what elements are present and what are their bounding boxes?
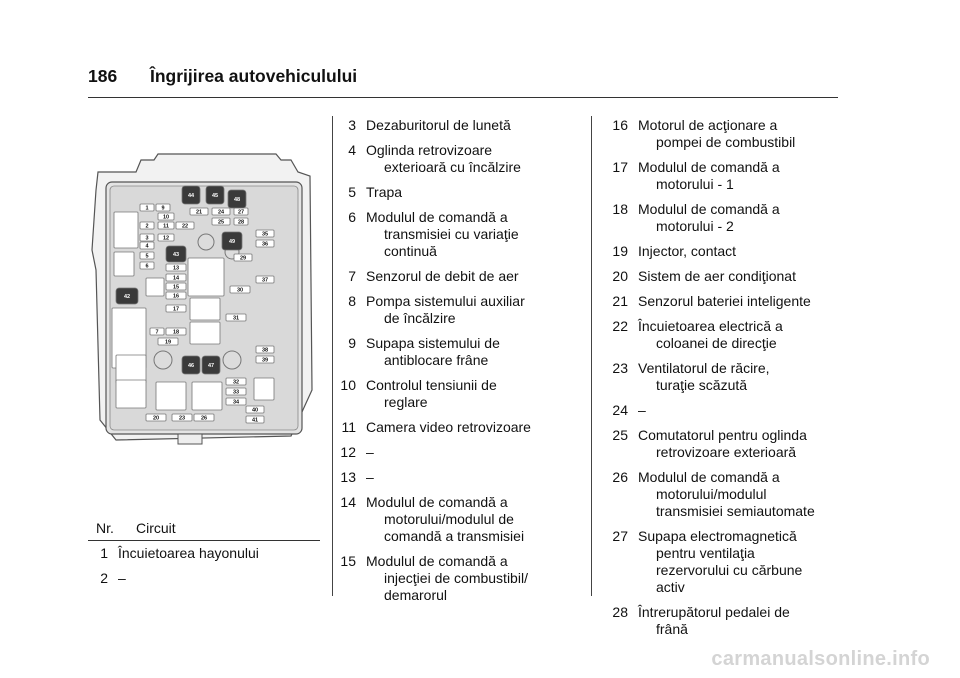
- circuit-description: [638, 159, 860, 193]
- circuit-number: 2: [100, 570, 108, 586]
- circuit-description-line: comandă a transmisiei: [384, 528, 525, 544]
- circuit-description: [638, 360, 860, 394]
- circuit-description: [366, 494, 588, 545]
- circuit-number: 25: [612, 427, 628, 443]
- fuse-label: 17: [172, 306, 180, 313]
- fuse-label: 22: [181, 223, 189, 230]
- fuse-label: 4: [145, 243, 149, 250]
- circuit-row: [598, 360, 860, 394]
- circuit-description-line: antiblocare frâne: [384, 352, 489, 368]
- relay-block: [114, 252, 134, 276]
- circuit-row: [78, 545, 328, 562]
- table-rule: [88, 540, 320, 541]
- circuit-description-line: pompei de combustibil: [656, 134, 796, 150]
- circuit-description: [638, 293, 860, 310]
- circuit-description: [366, 444, 588, 461]
- header-rule: [88, 97, 838, 98]
- relay-block: [114, 212, 138, 248]
- circuit-description: [118, 570, 328, 587]
- fuse-label: 26: [200, 415, 208, 422]
- circuit-description: [366, 377, 588, 411]
- fuse-label: 10: [162, 214, 170, 221]
- fuse-label: 31: [232, 315, 240, 322]
- column-header-nr: Nr.: [96, 520, 114, 536]
- circuit-description-line: exterioară cu încălzire: [384, 159, 521, 175]
- circuit-row: [598, 528, 860, 596]
- circuit-number: 17: [612, 159, 628, 175]
- column-header-circuit: Circuit: [136, 520, 176, 536]
- circuit-number: 19: [612, 243, 628, 259]
- fuse-label: 20: [152, 415, 160, 422]
- circuit-description-line: reglare: [384, 394, 428, 410]
- fuse-label: 25: [217, 219, 225, 226]
- fuse-label: 3: [145, 235, 149, 242]
- circuit-description-line: Întrerupătorul pedalei de: [638, 604, 790, 620]
- relay-block: [116, 355, 146, 383]
- circuit-column-2: [326, 117, 588, 612]
- circuit-description-line: Trapa: [366, 184, 403, 200]
- circuit-number: 20: [612, 268, 628, 284]
- circuit-number: 3: [348, 117, 356, 133]
- circuit-row: [598, 201, 860, 235]
- circuit-number: 26: [612, 469, 628, 485]
- page-title: Îngrijirea autovehiculului: [150, 66, 358, 86]
- circuit-description-line: injecţiei de combustibil/: [384, 570, 528, 586]
- circuit-row: [78, 570, 328, 587]
- circuit-number: 18: [612, 201, 628, 217]
- circuit-row: [326, 469, 588, 486]
- circuit-description: [638, 117, 860, 151]
- circuit-number: 11: [341, 419, 356, 435]
- fuse-label: 45: [211, 193, 219, 200]
- circuit-row: [598, 268, 860, 285]
- fuse-label: 49: [228, 239, 236, 246]
- circuit-number: 7: [348, 268, 356, 284]
- circuit-number: 12: [340, 444, 356, 460]
- fuse-label: 36: [261, 241, 269, 248]
- fuse-label: 21: [195, 209, 203, 216]
- fuse-label: 7: [155, 329, 159, 336]
- circuit-row: [598, 469, 860, 520]
- relay-block: [116, 380, 146, 408]
- fuse-label: 27: [237, 209, 245, 216]
- circuit-row: [326, 377, 588, 411]
- circuit-description: [638, 528, 860, 596]
- circuit-row: [326, 553, 588, 604]
- circuit-number: 13: [340, 469, 356, 485]
- circuit-description: [366, 553, 588, 604]
- circuit-description-line: Oglinda retrovizoare: [366, 142, 493, 158]
- circuit-description: [638, 268, 860, 285]
- circuit-description-line: frână: [656, 621, 688, 637]
- circuit-description-line: Comutatorul pentru oglinda: [638, 427, 807, 443]
- fuse-label: 34: [232, 399, 240, 406]
- circuit-description-line: demarorul: [384, 587, 448, 603]
- circuit-description-line: Modulul de comandă a: [366, 209, 508, 225]
- circuit-description-line: motorului/modulul de: [384, 511, 514, 527]
- page-header: [88, 66, 357, 87]
- circuit-row: [326, 268, 588, 285]
- circuit-number: 16: [612, 117, 628, 133]
- circuit-description-line: –: [118, 570, 126, 586]
- fuse-label: 40: [251, 407, 259, 414]
- page-number: 186: [88, 66, 118, 86]
- fuse-label: 13: [172, 265, 180, 272]
- fuse-label: 32: [232, 379, 240, 386]
- circuit-number: 5: [348, 184, 356, 200]
- fuse-label: 19: [164, 339, 172, 346]
- circuit-description-line: Încuietoarea electrică a: [638, 318, 783, 334]
- relay-block: [254, 378, 274, 400]
- circuit-description: [366, 469, 588, 486]
- circuit-number: 27: [612, 528, 628, 544]
- circuit-description-line: Senzorul bateriei inteligente: [638, 293, 811, 309]
- fuse-label: 43: [172, 252, 180, 259]
- circuit-number: 1: [100, 545, 108, 561]
- circuit-description-line: –: [366, 444, 374, 460]
- circuit-number: 28: [612, 604, 628, 620]
- circuit-description: [118, 545, 328, 562]
- fuse-label: 6: [145, 263, 149, 270]
- circuit-number: 15: [340, 553, 356, 569]
- fuse-label: 39: [261, 357, 269, 364]
- circuit-description-line: Motorul de acţionare a: [638, 117, 778, 133]
- circuit-description-line: transmisiei cu variaţie: [384, 226, 519, 242]
- circuit-description: [366, 117, 588, 134]
- circuit-number: 24: [612, 402, 628, 418]
- fuse-label: 41: [251, 417, 259, 424]
- fuse-label: 18: [172, 329, 180, 336]
- circuit-number: 6: [348, 209, 356, 225]
- circuit-row: [326, 142, 588, 176]
- circuit-description-line: motorului - 2: [656, 218, 734, 234]
- fuse-box-diagram: [86, 150, 314, 450]
- circuit-description-line: Modulul de comandă a: [638, 469, 780, 485]
- circuit-description-line: transmisiei semiautomate: [656, 503, 815, 519]
- circuit-description-line: de încălzire: [384, 310, 456, 326]
- circuit-row: [598, 117, 860, 151]
- circuit-number: 9: [348, 335, 356, 351]
- circuit-row: [598, 318, 860, 352]
- circuit-description-line: Modulul de comandă a: [638, 201, 780, 217]
- circuit-number: 8: [348, 293, 356, 309]
- circuit-description-line: Modulul de comandă a: [638, 159, 780, 175]
- fuse-label: 12: [162, 235, 170, 242]
- connector-circle: [154, 351, 172, 369]
- circuit-row: [326, 184, 588, 201]
- circuit-description-line: Camera video retrovizoare: [366, 419, 531, 435]
- circuit-description: [638, 427, 860, 461]
- column-divider-right: [591, 116, 592, 596]
- circuit-description: [366, 293, 588, 327]
- circuit-description-line: Dezaburitorul de lunetă: [366, 117, 511, 133]
- circuit-row: [326, 494, 588, 545]
- circuit-number: 22: [612, 318, 628, 334]
- fuse-label: 16: [172, 293, 180, 300]
- circuit-description: [638, 201, 860, 235]
- connector-circle: [198, 234, 214, 250]
- circuit-number: 10: [340, 377, 356, 393]
- relay-block: [192, 382, 222, 410]
- circuit-number: 14: [340, 494, 356, 510]
- relay-block: [190, 322, 220, 344]
- circuit-description-line: motorului/modulul: [656, 486, 767, 502]
- circuit-description: [366, 268, 588, 285]
- fuse-label: 5: [145, 253, 149, 260]
- circuit-description-line: coloanei de direcţie: [656, 335, 777, 351]
- circuit-description-line: continuă: [384, 243, 437, 259]
- circuit-description: [638, 469, 860, 520]
- fuse-label: 30: [236, 287, 244, 294]
- relay-block: [156, 382, 186, 410]
- circuit-description-line: Ventilatorul de răcire,: [638, 360, 770, 376]
- circuit-number: 23: [612, 360, 628, 376]
- circuit-number: 21: [612, 293, 628, 309]
- circuit-description-line: Modulul de comandă a: [366, 553, 508, 569]
- relay-block: [188, 258, 224, 296]
- fuse-label: 46: [187, 363, 195, 370]
- fuse-label: 37: [261, 277, 269, 284]
- fuse-label: 28: [237, 219, 245, 226]
- circuit-description-line: Pompa sistemului auxiliar: [366, 293, 525, 309]
- fuse-label: 2: [145, 223, 149, 230]
- watermark: carmanualsonline.info: [711, 648, 930, 670]
- circuit-number: 4: [348, 142, 356, 158]
- fuse-label: 9: [161, 205, 165, 212]
- fuse-label: 11: [163, 223, 169, 230]
- circuit-description: [366, 209, 588, 260]
- circuit-description: [638, 243, 860, 260]
- circuit-row: [326, 293, 588, 327]
- fuse-label: 38: [261, 347, 269, 354]
- circuit-description-line: Supapa sistemului de: [366, 335, 500, 351]
- circuit-row: [326, 209, 588, 260]
- circuit-description-line: rezervorului cu cărbune: [656, 562, 803, 578]
- fuse-label: 48: [233, 197, 241, 204]
- circuit-description-line: –: [366, 469, 374, 485]
- circuit-description-line: motorului - 1: [656, 176, 734, 192]
- relay-block: [146, 278, 164, 296]
- circuit-description-line: Modulul de comandă a: [366, 494, 508, 510]
- circuit-description-line: activ: [656, 579, 685, 595]
- fuse-label: 14: [172, 275, 180, 282]
- circuit-description: [366, 419, 588, 436]
- circuit-description-line: Controlul tensiunii de: [366, 377, 497, 393]
- table-header: [96, 520, 176, 536]
- fuse-label: 29: [239, 255, 247, 262]
- circuit-row: [598, 243, 860, 260]
- circuit-description: [638, 402, 860, 419]
- circuit-row: [326, 117, 588, 134]
- circuit-description: [366, 184, 588, 201]
- circuit-column-3: [598, 117, 860, 646]
- circuit-description-line: –: [638, 402, 646, 418]
- circuit-description: [366, 335, 588, 369]
- fuse-label: 33: [232, 389, 240, 396]
- circuit-description-line: Senzorul de debit de aer: [366, 268, 519, 284]
- circuit-row: [598, 159, 860, 193]
- fuse-label: 35: [261, 231, 269, 238]
- circuit-description-line: Injector, contact: [638, 243, 737, 259]
- relay-block: [190, 298, 220, 320]
- circuit-row: [598, 402, 860, 419]
- fuse-label: 1: [145, 205, 149, 212]
- fuse-label: 47: [207, 363, 215, 370]
- circuit-description-line: pentru ventilaţia: [656, 545, 755, 561]
- fuse-label: 23: [178, 415, 186, 422]
- fuse-label: 15: [172, 284, 180, 291]
- circuit-row: [598, 427, 860, 461]
- connector-circle: [223, 351, 241, 369]
- circuit-column-1: [78, 545, 328, 595]
- circuit-description: [638, 318, 860, 352]
- circuit-row: [598, 293, 860, 310]
- fuse-label: 44: [187, 193, 195, 200]
- circuit-description-line: Încuietoarea hayonului: [118, 545, 259, 561]
- circuit-description: [366, 142, 588, 176]
- circuit-row: [326, 419, 588, 436]
- fuse-label: 42: [123, 294, 131, 301]
- circuit-description-line: Supapa electromagnetică: [638, 528, 797, 544]
- circuit-description-line: retrovizoare exterioară: [656, 444, 797, 460]
- circuit-row: [326, 444, 588, 461]
- fuse-label: 24: [217, 209, 225, 216]
- circuit-description-line: turaţie scăzută: [656, 377, 748, 393]
- circuit-description: [638, 604, 860, 638]
- circuit-row: [326, 335, 588, 369]
- circuit-description-line: Sistem de aer condiţionat: [638, 268, 796, 284]
- circuit-row: [598, 604, 860, 638]
